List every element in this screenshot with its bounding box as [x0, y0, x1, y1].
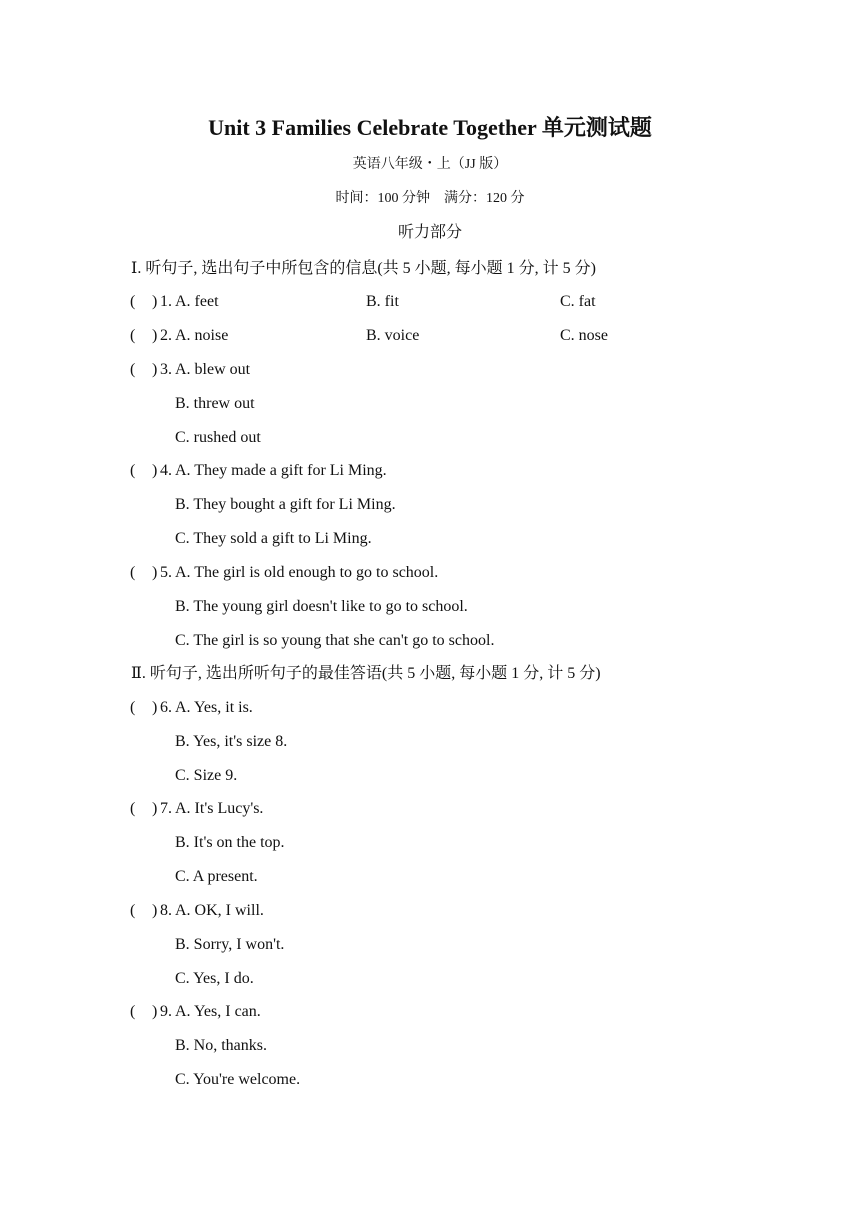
option-c: C. rushed out: [175, 429, 261, 446]
option-b: B. It's on the top.: [175, 834, 285, 851]
question-number: 6.: [160, 699, 172, 716]
option-c: C. nose: [560, 327, 608, 344]
question-number: 9.: [160, 1003, 172, 1020]
answer-bracket-open: (: [130, 361, 136, 378]
option-a: A. Yes, it is.: [175, 699, 253, 716]
answer-bracket-close: ): [152, 327, 158, 344]
time-and-score-info: 时间：100 分钟 满分：120 分: [335, 191, 525, 206]
option-a: A. They made a gift for Li Ming.: [175, 462, 387, 479]
section-2-heading: Ⅱ. 听句子, 选出所听句子的最佳答语(共 5 小题, 每小题 1 分, 计 5 分): [131, 665, 601, 682]
question-number: 4.: [160, 462, 172, 479]
page-title: Unit 3 Families Celebrate Together 单元测试题: [208, 115, 652, 140]
answer-bracket-close: ): [152, 699, 158, 716]
option-a: A. OK, I will.: [175, 902, 264, 919]
answer-bracket-open: (: [130, 1003, 136, 1020]
option-b: B. voice: [366, 327, 420, 344]
question-number: 1.: [160, 293, 172, 310]
question-number: 5.: [160, 564, 172, 581]
question-number: 8.: [160, 902, 172, 919]
option-b: B. fit: [366, 293, 399, 310]
question-number: 7.: [160, 800, 172, 817]
option-a: A. The girl is old enough to go to school.: [175, 564, 439, 581]
option-b: B. Yes, it's size 8.: [175, 733, 288, 750]
answer-bracket-close: ): [152, 361, 158, 378]
answer-bracket-close: ): [152, 564, 158, 581]
option-b: B. Sorry, I won't.: [175, 936, 285, 953]
option-c: C. A present.: [175, 868, 258, 885]
option-c: C. You're welcome.: [175, 1071, 301, 1088]
answer-bracket-close: ): [152, 462, 158, 479]
answer-bracket-open: (: [130, 902, 136, 919]
answer-bracket-open: (: [130, 699, 136, 716]
option-c: C. They sold a gift to Li Ming.: [175, 530, 372, 547]
option-b: B. No, thanks.: [175, 1037, 267, 1054]
option-b: B. threw out: [175, 395, 255, 412]
answer-bracket-open: (: [130, 564, 136, 581]
answer-bracket-open: (: [130, 293, 136, 310]
option-a: A. feet: [175, 293, 219, 310]
option-a: A. It's Lucy's.: [175, 800, 264, 817]
answer-bracket-open: (: [130, 327, 136, 344]
option-a: A. Yes, I can.: [175, 1003, 261, 1020]
section-1-heading: Ⅰ. 听句子, 选出句子中所包含的信息(共 5 小题, 每小题 1 分, 计 5 分): [131, 260, 596, 277]
option-a: A. blew out: [175, 361, 251, 378]
option-b: B. They bought a gift for Li Ming.: [175, 496, 396, 513]
option-c: C. Size 9.: [175, 767, 238, 784]
answer-bracket-close: ): [152, 902, 158, 919]
answer-bracket-close: ): [152, 1003, 158, 1020]
part-heading: 听力部分: [397, 224, 462, 241]
option-c: C. fat: [560, 293, 596, 310]
question-number: 3.: [160, 361, 172, 378]
question-number: 2.: [160, 327, 172, 344]
answer-bracket-close: ): [152, 293, 158, 310]
option-b: B. The young girl doesn't like to go to school.: [175, 598, 468, 615]
grade-subtitle: 英语八年级・上（JJ 版）: [352, 157, 508, 172]
answer-bracket-open: (: [130, 462, 136, 479]
option-a: A. noise: [175, 327, 229, 344]
answer-bracket-open: (: [130, 800, 136, 817]
answer-bracket-close: ): [152, 800, 158, 817]
option-c: C. The girl is so young that she can't go to school.: [175, 632, 495, 649]
option-c: C. Yes, I do.: [175, 970, 254, 987]
